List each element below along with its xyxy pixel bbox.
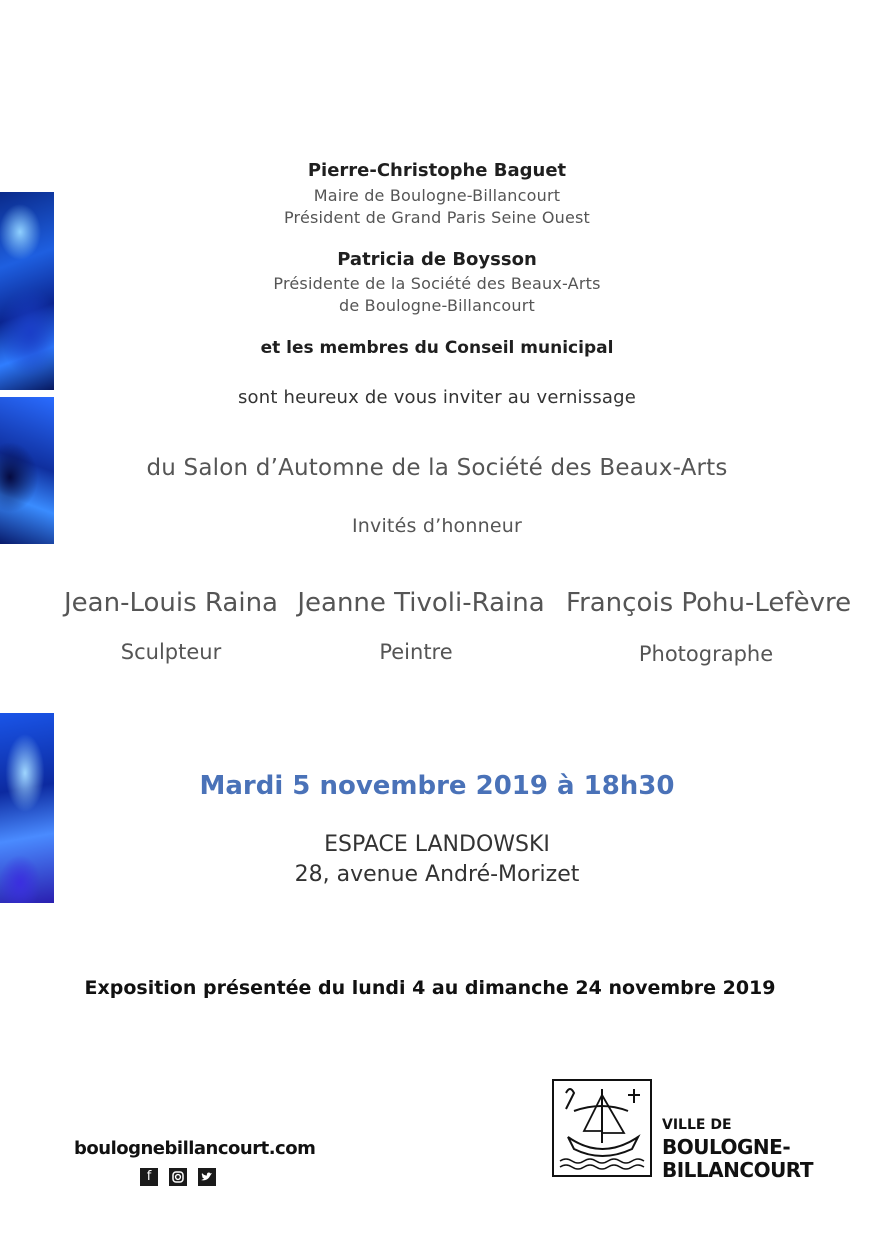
council-line: et les membres du Conseil municipal bbox=[260, 338, 614, 358]
guest-name-3: François Pohu-Lefèvre bbox=[566, 588, 852, 618]
guest-role-1: Sculpteur bbox=[120, 640, 222, 664]
host1-title2: Président de Grand Paris Seine Ouest bbox=[283, 208, 591, 227]
facebook-icon[interactable]: f bbox=[140, 1168, 158, 1186]
venue-name: ESPACE LANDOWSKI bbox=[324, 832, 550, 857]
guest-name-1: Jean-Louis Raina bbox=[64, 588, 278, 618]
guest-name-2: Jeanne Tivoli-Raina bbox=[297, 588, 545, 618]
event-date: Mardi 5 novembre 2019 à 18h30 bbox=[199, 771, 675, 801]
host1-title1: Maire de Boulogne-Billancourt bbox=[313, 186, 561, 205]
logo-line3: BILLANCOURT bbox=[662, 1158, 813, 1182]
twitter-glyph bbox=[198, 1168, 216, 1186]
ship-emblem-icon bbox=[554, 1081, 650, 1175]
host2-title2: de Boulogne-Billancourt bbox=[338, 296, 535, 315]
city-emblem bbox=[552, 1079, 652, 1177]
instagram-icon[interactable] bbox=[169, 1168, 187, 1186]
twitter-icon[interactable] bbox=[198, 1168, 216, 1186]
guest-role-2: Peintre bbox=[379, 640, 453, 664]
logo-line1: VILLE DE bbox=[662, 1117, 732, 1133]
logo-line2: BOULOGNE- bbox=[662, 1135, 791, 1159]
host2-name: Patricia de Boysson bbox=[337, 249, 537, 270]
website-link[interactable]: boulognebillancourt.com bbox=[74, 1138, 316, 1159]
exhibition-dates: Exposition présentée du lundi 4 au dimanche 24 novembre 2019 bbox=[84, 977, 776, 999]
instagram-glyph bbox=[169, 1168, 187, 1186]
guests-heading: Invités d’honneur bbox=[351, 515, 523, 537]
invite-line: sont heureux de vous inviter au vernissage bbox=[237, 387, 637, 408]
host2-title1: Présidente de la Société des Beaux-Arts bbox=[273, 274, 601, 293]
event-title: du Salon d’Automne de la Société des Beaux-Arts bbox=[146, 455, 728, 481]
host1-name: Pierre-Christophe Baguet bbox=[307, 160, 567, 181]
venue-address: 28, avenue André-Morizet bbox=[294, 862, 580, 887]
guest-role-3: Photographe bbox=[638, 642, 774, 666]
